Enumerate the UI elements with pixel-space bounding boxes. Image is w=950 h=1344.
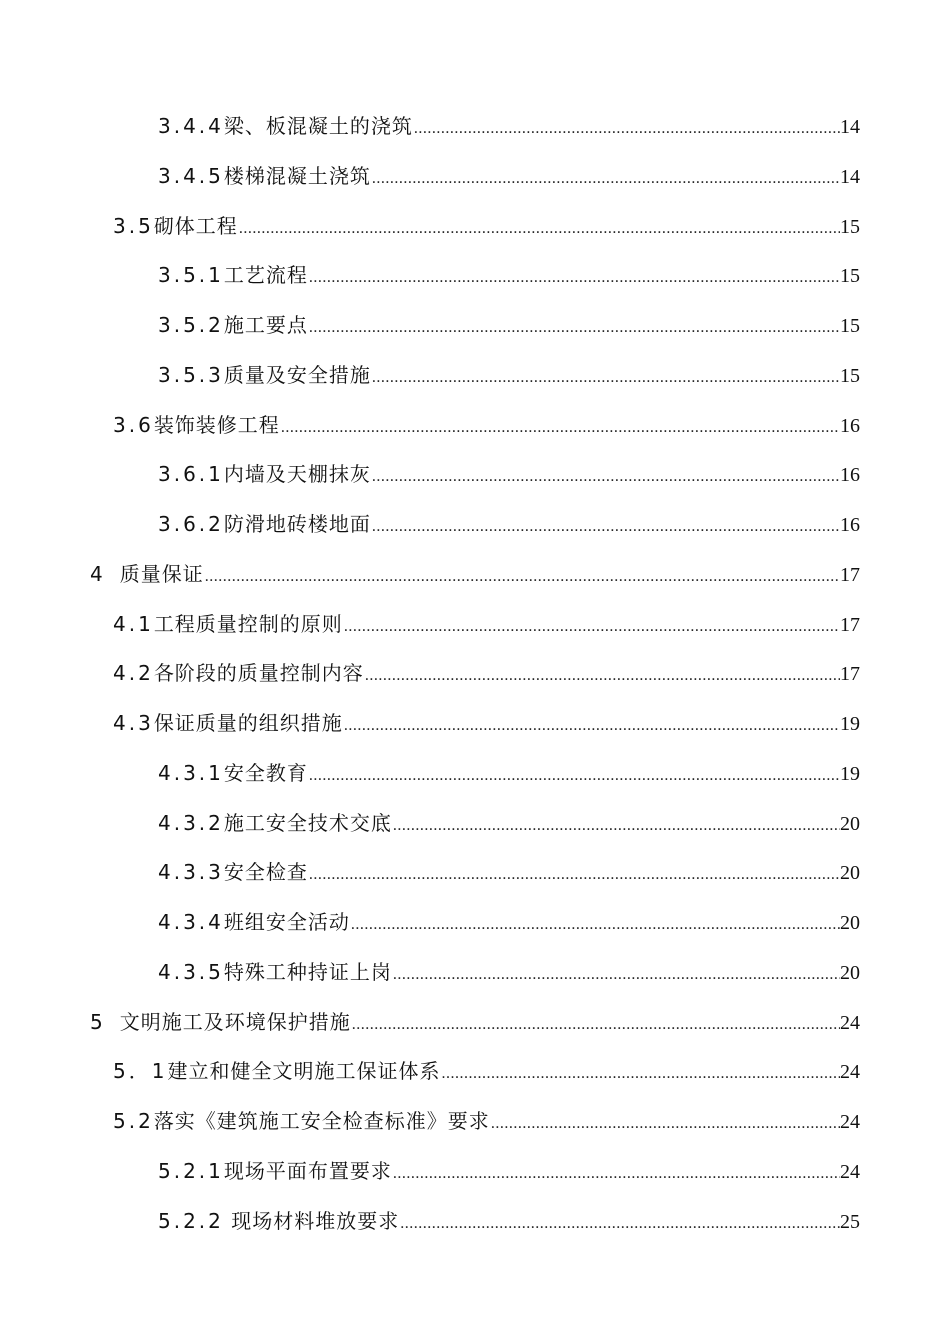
toc-dot-leader [280, 413, 840, 443]
toc-entry-number: 4.3.3 [158, 860, 224, 885]
toc-entry-page: 16 [840, 514, 860, 536]
toc-entry-title: 砌体工程 [153, 213, 238, 238]
toc-dot-leader [371, 164, 840, 194]
toc-entry-page: 25 [840, 1210, 860, 1233]
toc-entry-page: 17 [840, 663, 860, 686]
toc-entry[interactable] [0, 907, 950, 937]
toc-entry-title: 工艺流程 [223, 263, 308, 288]
toc-entry[interactable] [0, 857, 950, 887]
toc-entry-title: 现场平面布置要求 [223, 1158, 392, 1183]
toc-entry-title: 文明施工及环境保护措施 [119, 1009, 351, 1034]
toc-entry-number: 3.5 [113, 213, 154, 238]
toc-entry-page: 20 [840, 912, 860, 934]
toc-entry-page: 17 [840, 613, 860, 636]
toc-entry-title: 装饰装修工程 [153, 412, 280, 437]
toc-dot-leader [392, 1159, 840, 1189]
toc-entry-number: 3.6.1 [158, 462, 224, 487]
toc-entry-title: 施工要点 [223, 313, 308, 337]
toc-entry-number: 3.5.3 [158, 362, 224, 387]
toc-entry[interactable] [0, 310, 950, 340]
toc-entry[interactable] [0, 509, 950, 539]
toc-entry-number: 3.6 [113, 412, 154, 437]
toc-entry-page: 20 [840, 961, 860, 984]
toc-entry-title: 施工安全技术交底 [223, 810, 392, 835]
toc-entry-title: 质量保证 [119, 561, 204, 586]
toc-dot-leader [351, 1010, 840, 1040]
toc-entry[interactable] [0, 111, 950, 141]
toc-dot-leader [399, 1209, 840, 1239]
toc-dot-leader [343, 711, 840, 741]
toc-entry-page: 16 [840, 414, 860, 437]
toc-entry-page: 15 [840, 265, 860, 288]
toc-dot-leader [392, 811, 840, 841]
toc-entry-title: 内墙及天棚抹灰 [223, 462, 371, 487]
toc-entry-number: 4.3.4 [158, 910, 224, 934]
toc-dot-leader [364, 661, 840, 691]
toc-dot-leader [308, 313, 840, 343]
toc-entry[interactable] [0, 410, 950, 440]
toc-entry-page: 15 [840, 315, 860, 337]
toc-entry-page: 17 [840, 563, 860, 586]
toc-entry[interactable] [0, 559, 950, 589]
toc-entry-title: 保证质量的组织措施 [153, 711, 343, 735]
toc-entry[interactable] [0, 708, 950, 738]
toc-entry-number: 4.3 [113, 711, 154, 735]
toc-entry-title: 班组安全活动 [223, 910, 350, 934]
toc-entry-title: 工程质量控制的原则 [153, 611, 343, 636]
toc-entry-page: 24 [840, 1061, 860, 1084]
toc-entry-number: 4.2 [113, 661, 154, 686]
toc-entry-page: 24 [840, 1111, 860, 1133]
toc-entry-title: 安全检查 [223, 860, 308, 885]
toc-entry-number: 3.4.4 [158, 114, 224, 138]
toc-entry[interactable] [0, 1056, 950, 1086]
toc-entry[interactable] [0, 1106, 950, 1136]
toc-entry[interactable] [0, 211, 950, 241]
toc-entry-page: 19 [840, 713, 860, 735]
toc-entry-number: 5.2 [113, 1109, 154, 1133]
toc-entry-number: 4.1 [113, 611, 154, 636]
toc-entry-number: 5.2.2 [158, 1208, 224, 1233]
toc-entry[interactable] [0, 1156, 950, 1186]
toc-entry-number: 4.3.5 [158, 959, 224, 984]
toc-entry-number: 5 [90, 1009, 106, 1034]
toc-entry[interactable] [0, 957, 950, 987]
toc-dot-leader [371, 512, 840, 542]
toc-dot-leader [343, 612, 840, 642]
toc-entry-number: 3.5.2 [158, 313, 224, 337]
toc-entry-title: 特殊工种持证上岗 [223, 959, 392, 984]
toc-entry[interactable] [0, 161, 950, 191]
toc-entry-title: 梁、板混凝土的浇筑 [223, 114, 413, 138]
toc-dot-leader [371, 462, 840, 492]
toc-entry[interactable] [0, 808, 950, 838]
toc-entry-number: 4.3.2 [158, 810, 224, 835]
toc-entry-page: 14 [840, 116, 860, 138]
toc-entry-number: 3.6.2 [158, 512, 224, 536]
toc-entry-page: 15 [840, 215, 860, 238]
toc-entry-page: 20 [840, 812, 860, 835]
toc-entry-title: 建立和健全文明施工保证体系 [167, 1059, 441, 1084]
toc-entry-number: 3.5.1 [158, 263, 224, 288]
toc-entry-title: 现场材料堆放要求 [223, 1208, 400, 1233]
toc-entry-title: 安全教育 [223, 760, 308, 785]
toc-entry[interactable] [0, 609, 950, 639]
toc-entry[interactable] [0, 360, 950, 390]
toc-entry[interactable] [0, 658, 950, 688]
toc-entry-page: 24 [840, 1011, 860, 1034]
toc-entry-title: 楼梯混凝土浇筑 [223, 163, 371, 188]
toc-entry-page: 15 [840, 364, 860, 387]
toc-entry-title: 质量及安全措施 [223, 362, 371, 387]
toc-entry-number: 3.4.5 [158, 163, 224, 188]
toc-entry[interactable] [0, 1007, 950, 1037]
toc-entry[interactable] [0, 1206, 950, 1236]
toc-entry-page: 16 [840, 464, 860, 487]
toc-entry-title: 各阶段的质量控制内容 [153, 661, 364, 686]
toc-entry[interactable] [0, 260, 950, 290]
toc-entry-page: 14 [840, 165, 860, 188]
toc-entry-page: 24 [840, 1160, 860, 1183]
toc-dot-leader [204, 562, 840, 592]
toc-dot-leader [371, 363, 840, 393]
toc-dot-leader [308, 860, 840, 890]
toc-entry-page: 19 [840, 762, 860, 785]
toc-dot-leader [308, 263, 840, 293]
toc-entry-number: 4.3.1 [158, 760, 224, 785]
toc-entry-page: 20 [840, 862, 860, 885]
toc-dot-leader [308, 761, 840, 791]
toc-entry-title: 落实《建筑施工安全检查标准》要求 [153, 1109, 490, 1133]
toc-dot-leader [413, 114, 840, 144]
toc-entry-number: 4 [90, 561, 106, 586]
toc-dot-leader [392, 960, 840, 990]
toc-dot-leader [238, 214, 840, 244]
toc-entry-number: 5．1 [113, 1059, 168, 1084]
toc-entry[interactable] [0, 459, 950, 489]
toc-entry-number: 5.2.1 [158, 1158, 224, 1183]
toc-entry-title: 防滑地砖楼地面 [223, 512, 371, 536]
toc-dot-leader [440, 1059, 840, 1089]
toc-dot-leader [350, 910, 840, 940]
toc-entry[interactable] [0, 758, 950, 788]
toc-dot-leader [490, 1109, 840, 1139]
